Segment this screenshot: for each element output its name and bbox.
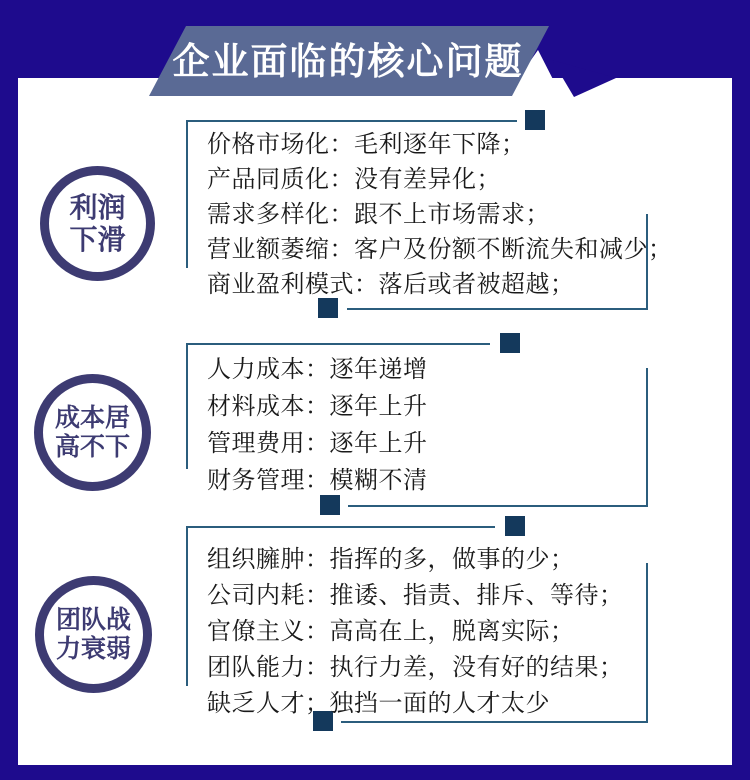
list-item: 需求多样化：跟不上市场需求； bbox=[207, 201, 550, 228]
badge-label-line: 利润 bbox=[69, 191, 126, 223]
bracket-left-line-2 bbox=[186, 343, 188, 469]
bracket-right-line-2 bbox=[646, 368, 648, 507]
badge-profit-decline bbox=[40, 166, 155, 281]
list-item: 财务管理：模糊不清 bbox=[207, 467, 428, 494]
section-list-costs bbox=[207, 351, 428, 499]
page-title: 企业面临的核心问题 bbox=[172, 41, 524, 82]
bracket-top-line-3 bbox=[186, 526, 495, 528]
bracket-left-line-3 bbox=[186, 526, 188, 686]
badge-label-line: 成本居 bbox=[54, 403, 130, 432]
list-item: 官僚主义：高高在上，脱离实际； bbox=[207, 618, 575, 645]
list-item: 产品同质化：没有差异化； bbox=[207, 166, 501, 193]
badge-high-costs bbox=[34, 374, 151, 491]
frame-bar-bottom bbox=[0, 765, 750, 780]
badge-weak-team bbox=[35, 576, 152, 693]
badge-label-line: 力衰弱 bbox=[55, 634, 131, 663]
section-list-profit bbox=[207, 127, 673, 302]
badge-label-line: 下滑 bbox=[69, 223, 126, 255]
bracket-bottom-line-2 bbox=[348, 505, 646, 507]
corner-square-top-3 bbox=[505, 516, 525, 536]
list-item: 公司内耗：推诿、指责、排斥、等待； bbox=[207, 582, 624, 609]
list-item: 价格市场化：毛利逐年下降； bbox=[207, 131, 526, 158]
list-item: 营业额萎缩：客户及份额不断流失和减少； bbox=[207, 236, 673, 263]
list-item: 组织臃肿：指挥的多，做事的少； bbox=[207, 546, 575, 573]
bracket-right-line-3 bbox=[646, 563, 648, 723]
list-item: 团队能力：执行力差，没有好的结果； bbox=[207, 654, 624, 681]
list-item: 商业盈利模式：落后或者被超越； bbox=[207, 271, 575, 298]
banner-fold-triangle bbox=[552, 60, 616, 97]
list-item: 材料成本：逐年上升 bbox=[207, 393, 428, 420]
header-banner bbox=[0, 0, 750, 110]
bracket-top-line-2 bbox=[186, 343, 490, 345]
list-item: 管理费用：逐年上升 bbox=[207, 430, 428, 457]
bracket-top-line-1 bbox=[186, 120, 517, 122]
list-item: 缺乏人才；独挡一面的人才太少 bbox=[207, 690, 550, 717]
list-item: 人力成本：逐年递增 bbox=[207, 356, 428, 383]
badge-label-line: 高不下 bbox=[54, 432, 130, 461]
bracket-left-line-1 bbox=[186, 120, 188, 268]
section-list-team bbox=[207, 542, 624, 722]
frame-bar-left bbox=[0, 0, 18, 780]
frame-bar-right bbox=[732, 0, 750, 780]
badge-label-line: 团队战 bbox=[55, 605, 131, 634]
bracket-bottom-line-1 bbox=[347, 308, 648, 310]
corner-square-top-2 bbox=[500, 333, 520, 353]
